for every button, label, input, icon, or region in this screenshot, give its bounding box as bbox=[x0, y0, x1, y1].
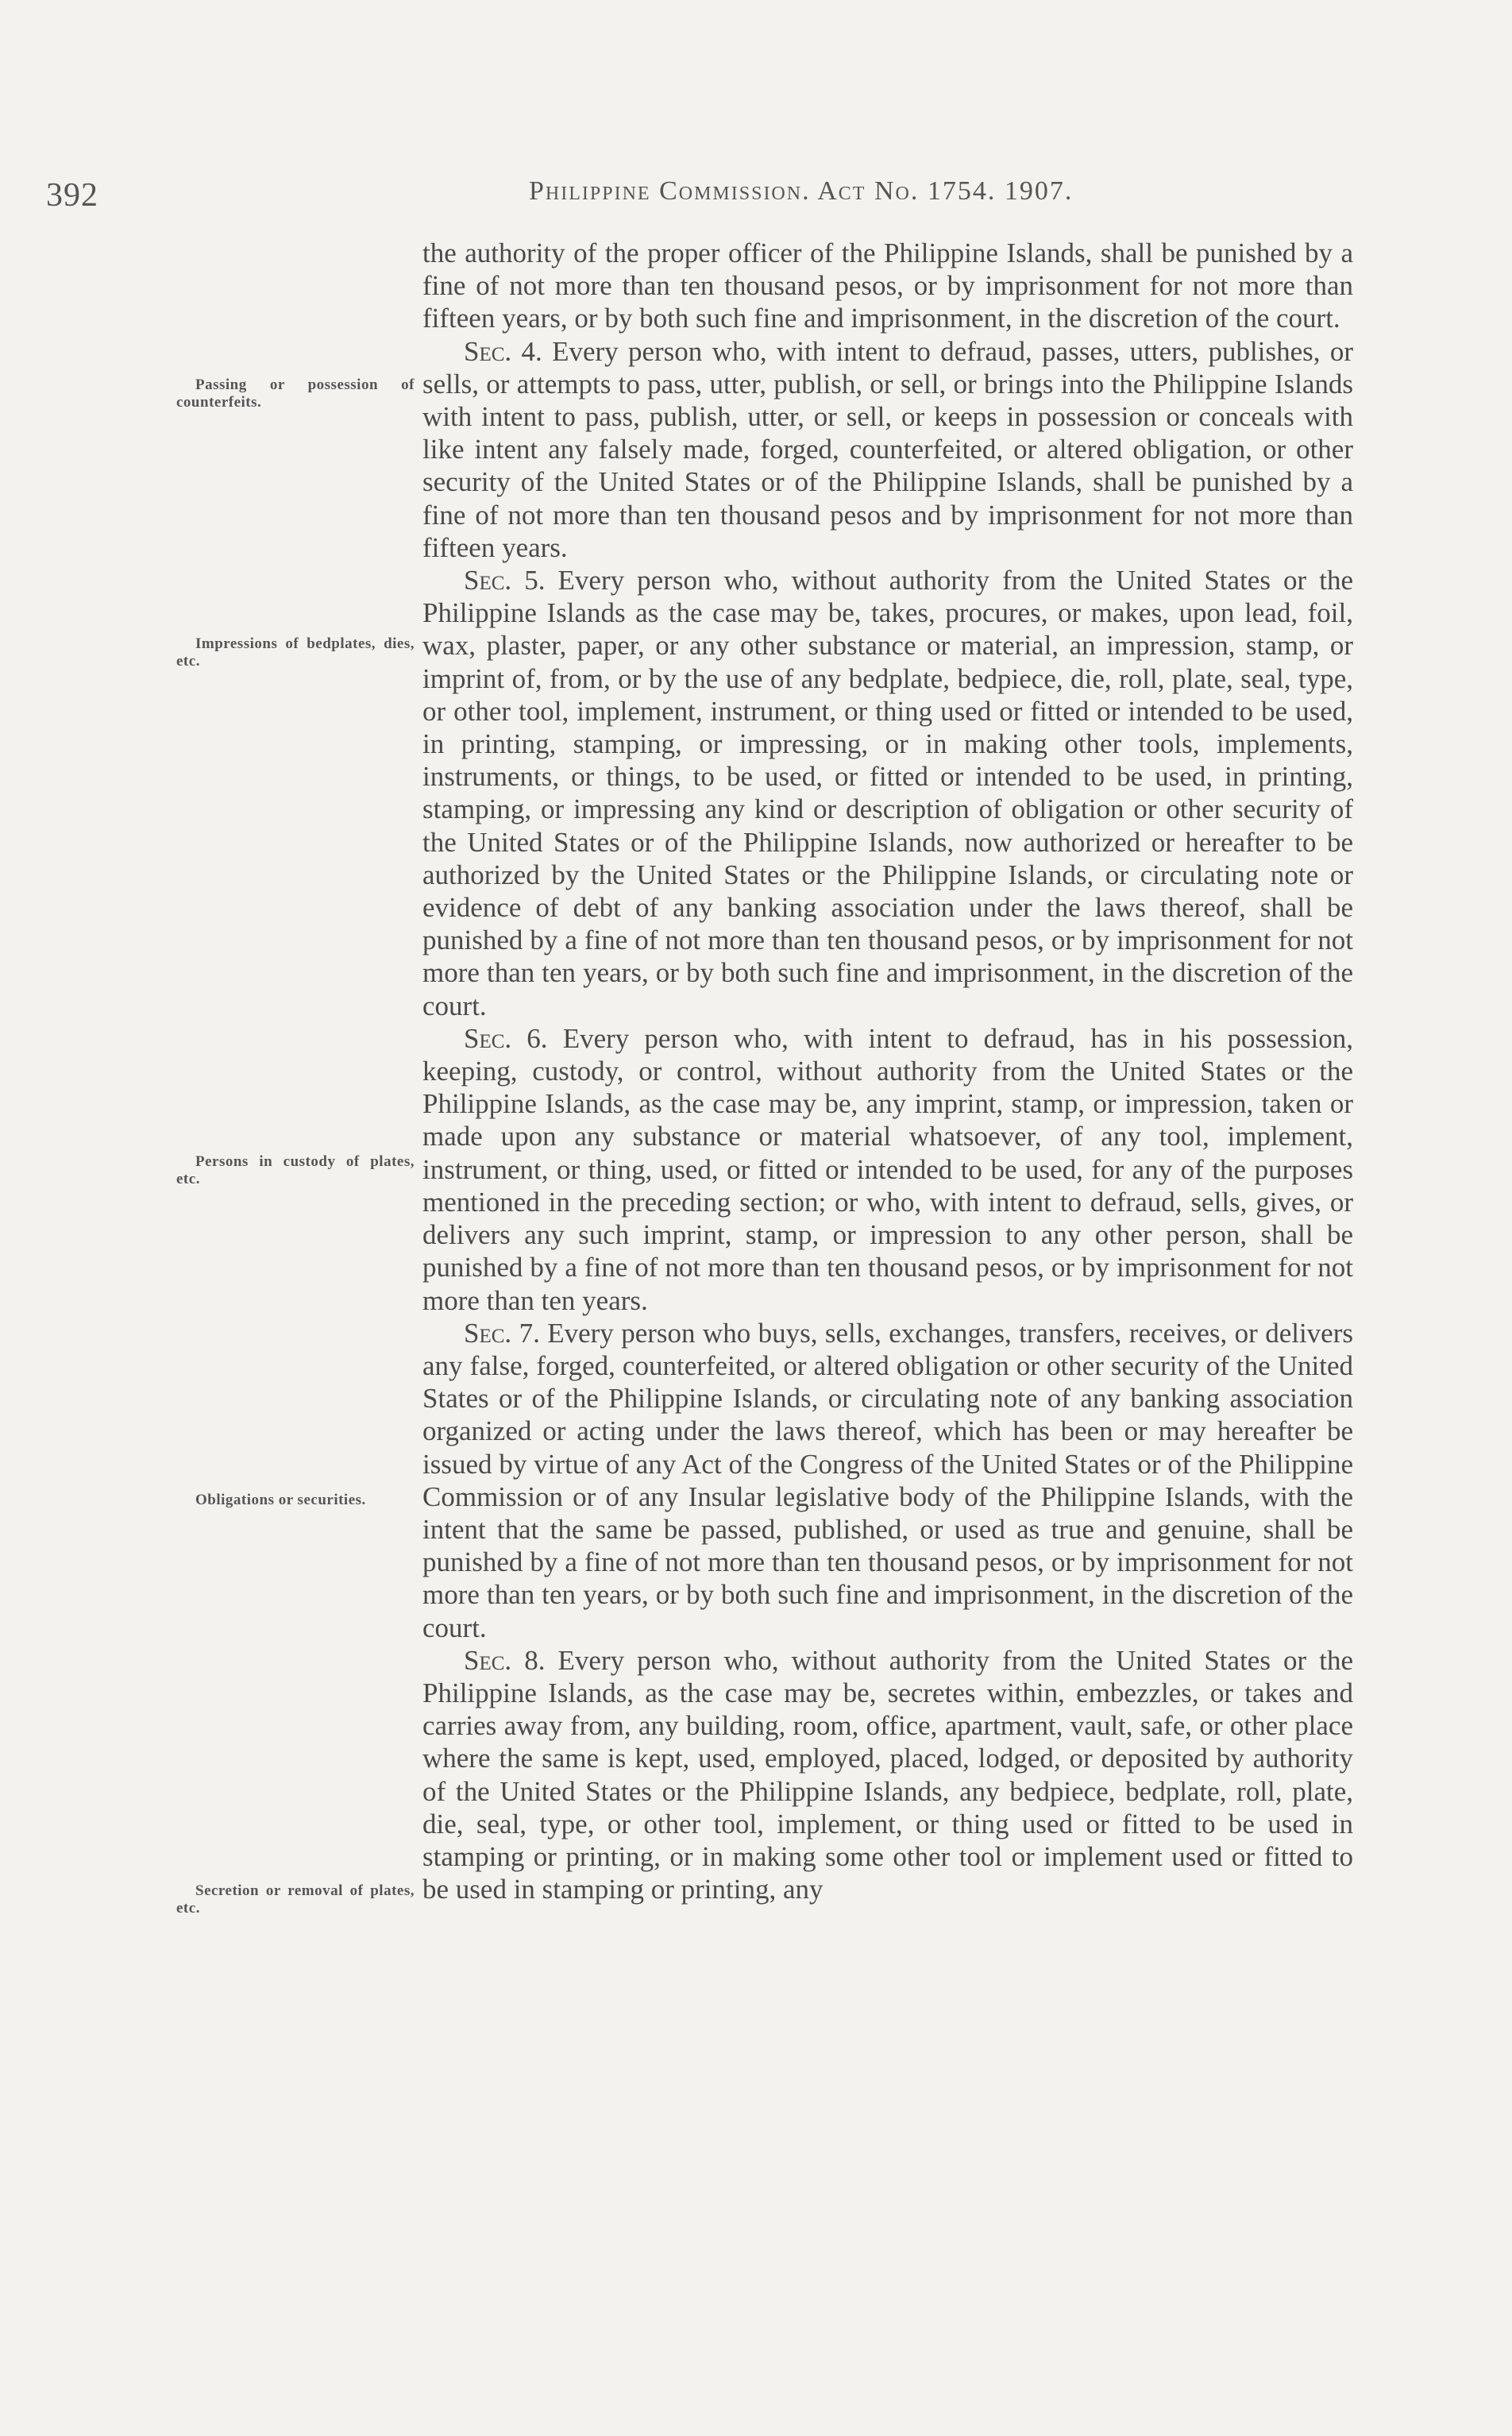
body-text bbox=[422, 237, 1353, 1905]
paragraph-sec-6 bbox=[422, 1022, 1353, 1317]
side-note-obligations: Obligations or securities. bbox=[195, 1492, 366, 1508]
paragraph-sec-8 bbox=[422, 1644, 1353, 1906]
side-note-secretion: Secretion or removal of plates, etc. bbox=[176, 1882, 415, 1917]
paragraph-text: Every person who, without authority from the United States or the Philippine Islands, as the case may be, secretes within, embezzles, or takes and carries away from, any building, room, office, apartment, vault, safe, or other place where the same is kept, used, employed, placed, lodged, or deposited by authority of the United States or the Philippine Islands, any bedpiece, bedplate, roll, plate, die, seal, type, or other tool, implement, or thing used or fitted to be used in stamping or printing, or in making some other tool or implement used or fitted to be used in stamping or printing, any bbox=[422, 1644, 1353, 1905]
paragraph-sec-4 bbox=[422, 335, 1353, 564]
paragraph-sec-5 bbox=[422, 564, 1353, 1022]
paragraph-text: Every person who, without authority from the United States or the Philippine Islands as the case may be, takes, procures, or makes, upon lead, foil, wax, plaster, paper, or any other substance or material, an impression, stamp, or imprint of, from, or by the use of any bedplate, bedpiece, die, roll, plate, seal, type, or other tool, implement, instrument, or thing used or fitted or intended to be used, in printing, stamping, or impressing, or in making other tools, implements, instruments, or things, to be used, or fitted or intended to be used, in printing, stamping, or impressing any kind or description of obligation or other security of the United States or of the Philippine Islands, now authorized or hereafter to be authorized by the United States or the Philippine Islands, or circulating note or evidence of debt of any banking association under the laws thereof, shall be punished by a fine of not more than ten thousand pesos, or by imprisonment for not more than ten years, or by both such fine and imprisonment, in the discretion of the court. bbox=[422, 565, 1353, 1021]
section-label: Sec. 5. bbox=[464, 565, 546, 596]
running-head: Philippine Commission. Act No. 1754. 1907. bbox=[529, 176, 1074, 206]
paragraph-sec-7 bbox=[422, 1317, 1353, 1644]
section-label: Sec. 8. bbox=[464, 1644, 546, 1676]
paragraph-text: Every person who, with intent to defraud, passes, utters, publishes, or sells, or attempts to pass, utter, publish, or sell, or brings into the Philippine Islands with intent to pass, publish, utter, or sell, or keeps in possession or conceals with like intent any falsely made, forged, counterfeited, or altered obligation, or other security of the United States or of the Philippine Islands, shall be punished by a fine of not more than ten thousand pesos and by imprisonment for not more than fifteen years. bbox=[422, 335, 1353, 563]
section-label: Sec. 6. bbox=[464, 1022, 548, 1054]
side-note-passing-counterfeits: Passing or possession of counterfeits. bbox=[176, 376, 415, 411]
section-label: Sec. 7. bbox=[464, 1317, 540, 1349]
side-note-impressions: Impressions of bedplates, dies, etc. bbox=[176, 635, 415, 670]
paragraph-text: Every person who, with intent to defraud, has in his possession, keeping, custody, or control, without authority from the United States or the Philippine Islands, as the case may be, any imprint, stamp, or impression, taken or made upon any substance or material whatsoever, of any tool, implement, instrument, or thing, used, or fitted or intended to be used, for any of the purposes mentioned in the preceding section; or who, with intent to defraud, sells, gives, or delivers any such imprint, stamp, or impression to any other person, shall be punished by a fine of not more than ten thousand pesos, or by imprisonment for not more than ten years. bbox=[422, 1022, 1354, 1316]
paragraph-text: Every person who buys, sells, exchanges, transfers, receives, or delivers any false, forged, counterfeited, or altered obligation or other security of the United States or of the Philippine Islands, or circulating note of any banking association organized or acting under the laws thereof, which has been or may hereafter be issued by virtue of any Act of the Congress of the United States or of the Philippine Commission or of any Insular legislative body of the Philippine Islands, with the intent that the same be passed, published, or used as true and genuine, shall be punished by a fine of not more than ten thousand pesos, or by imprisonment for not more than ten years, or by both such fine and imprisonment, in the discretion of the court. bbox=[422, 1317, 1353, 1643]
paragraph-continuation bbox=[422, 237, 1353, 335]
page-number: 392 bbox=[46, 177, 98, 214]
section-label: Sec. 4. bbox=[464, 335, 542, 367]
paragraph-text: the authority of the proper officer of the Philippine Islands, shall be punished by a fine of not more than ten thousand pesos, or by imprisonment for not more than fifteen years, or by both such fine and imprisonment, in the discretion of the court. bbox=[422, 237, 1353, 334]
side-note-persons-custody: Persons in custody of plates, etc. bbox=[176, 1153, 415, 1187]
